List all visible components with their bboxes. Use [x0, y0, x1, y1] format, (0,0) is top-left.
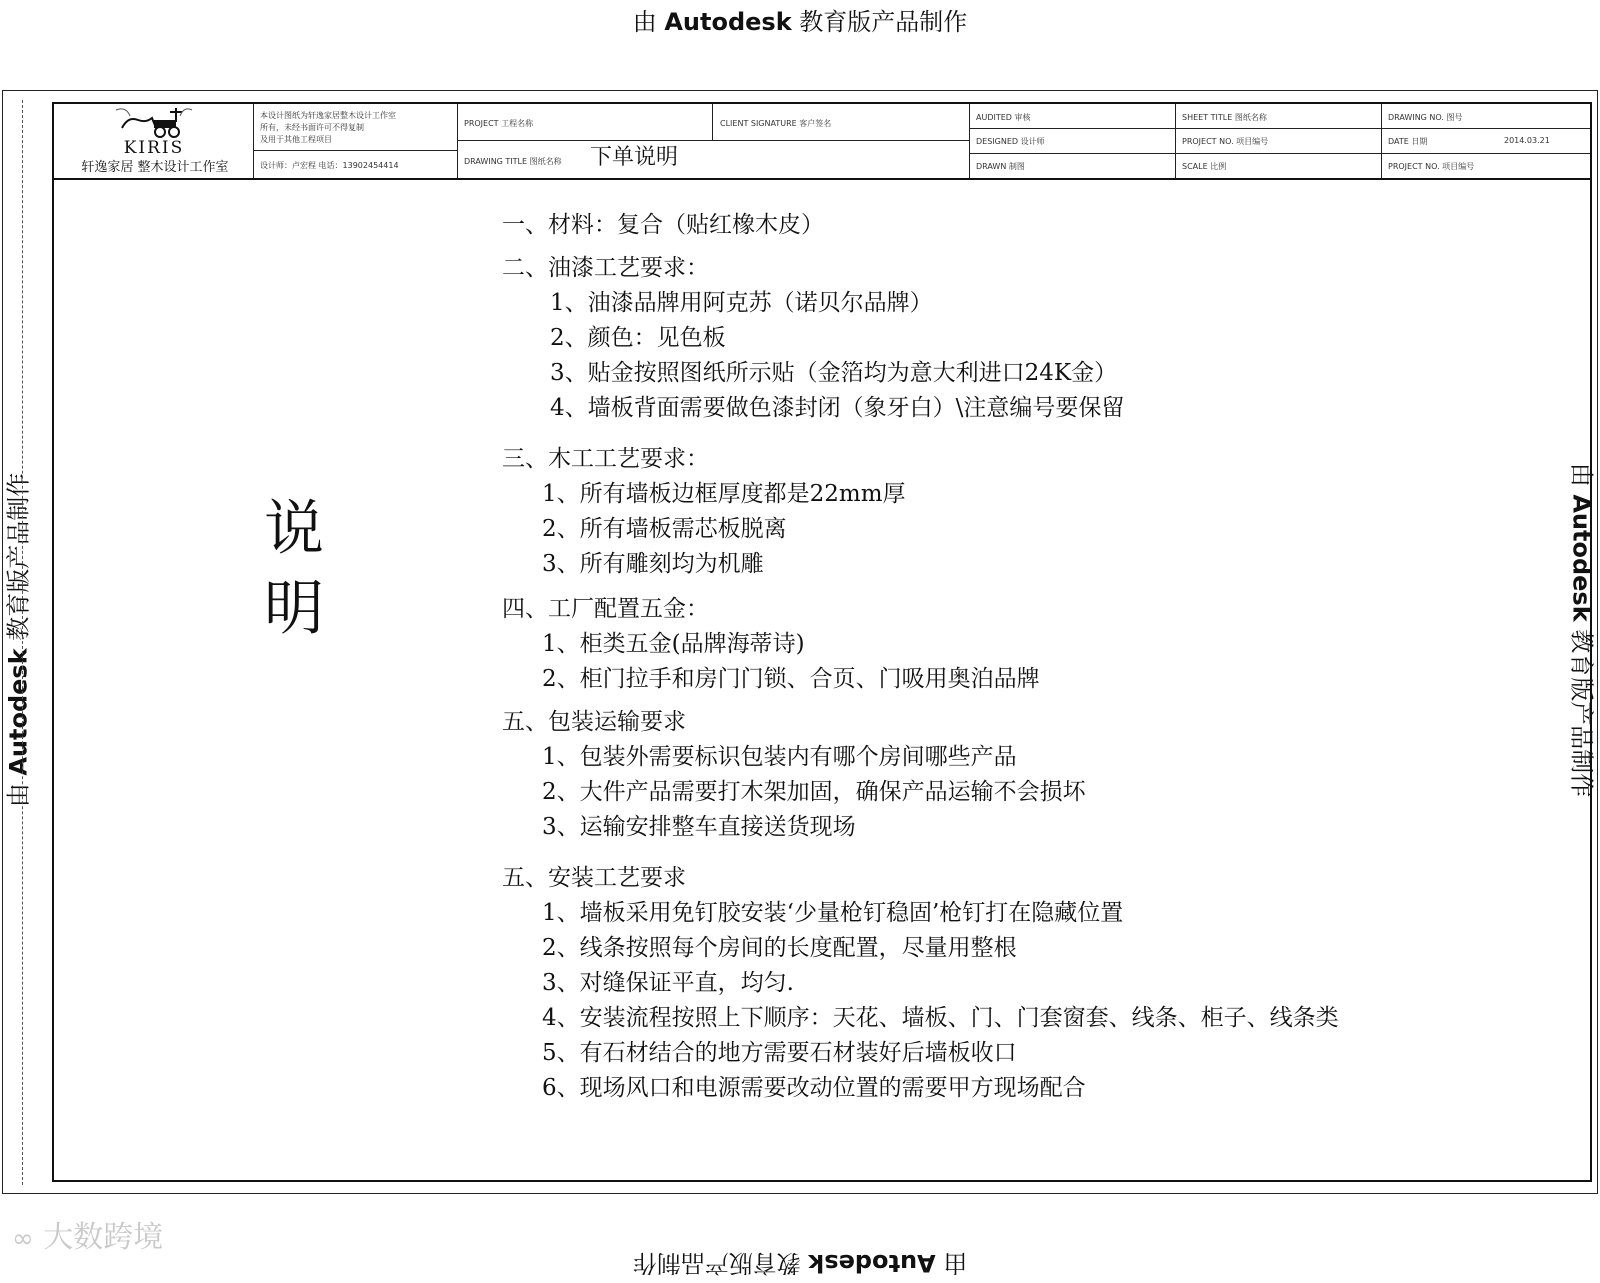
binding-margin-line	[22, 100, 23, 1185]
note-item: 2、颜色：见色板	[502, 321, 1339, 356]
studio-line: 及用于其他工程项目	[260, 134, 332, 145]
note-item: 2、所有墙板需芯板脱离	[502, 512, 1339, 547]
drawn-label: DRAWN 制图	[976, 161, 1025, 172]
watermark-bottom: 由 Autodesk 教育版产品制作	[0, 1248, 1600, 1283]
note-heading: 四、工厂配置五金：	[502, 592, 1339, 627]
site-watermark	[12, 1212, 163, 1256]
date-label: DATE 日期	[1388, 136, 1427, 147]
site-watermark-text: 大数跨境	[43, 1220, 163, 1255]
client-signature-label: CLIENT SIGNATURE 客户签名	[720, 118, 831, 129]
date-value: 2014.03.21	[1504, 136, 1550, 145]
date-cell	[1382, 104, 1590, 178]
logo-brand: KIRIS	[94, 138, 214, 158]
logo-tagline: 轩逸家居 整木设计工作室	[60, 156, 250, 175]
note-item: 4、墙板背面需要做色漆封闭（象牙白）\注意编号要保留	[502, 391, 1339, 426]
scale-label: SCALE 比例	[1182, 161, 1226, 172]
note-item: 2、柜门拉手和房门门锁、合页、门吸用奥泊品牌	[502, 662, 1339, 697]
sheet-title-label: SHEET TITLE 图纸名称	[1182, 112, 1267, 123]
note-item: 1、墙板采用免钉胶安装‘少量枪钉稳固’枪钉打在隐藏位置	[502, 896, 1339, 931]
note-item: 3、所有雕刻均为机雕	[502, 547, 1339, 582]
note-heading: 二、油漆工艺要求：	[502, 251, 1339, 286]
note-heading: 五、安装工艺要求	[502, 861, 1339, 896]
logo-cell	[54, 104, 254, 178]
title-block	[54, 104, 1590, 180]
note-item: 2、大件产品需要打木架加固，确保产品运输不会损坏	[502, 775, 1339, 810]
note-heading: 五、包装运输要求	[502, 705, 1339, 740]
notes-list	[502, 208, 1339, 1106]
signature-cell	[970, 104, 1176, 178]
audited-label: AUDITED 审核	[976, 112, 1031, 123]
note-item: 1、油漆品牌用阿克苏（诺贝尔品牌）	[502, 286, 1339, 321]
watermark-right: 由 Autodesk 教育版产品制作	[1567, 463, 1600, 798]
project-cell	[458, 104, 970, 178]
watermark-top: 由 Autodesk 教育版产品制作	[0, 2, 1600, 37]
project-no-label: PROJECT NO. 项目编号	[1182, 136, 1268, 147]
side-title	[254, 489, 334, 649]
drawing-no-label: DRAWING NO. 图号	[1388, 112, 1462, 123]
side-title-char: 明	[254, 569, 334, 649]
watermark-left: 由 Autodesk 教育版产品制作	[0, 473, 34, 808]
sheet-info-cell	[1176, 104, 1382, 178]
note-item: 3、对缝保证平直，均匀.	[502, 966, 1339, 1001]
studio-line: 所有，未经书面许可不得复制	[260, 122, 364, 133]
note-heading: 三、木工工艺要求：	[502, 442, 1339, 477]
note-item: 3、运输安排整车直接送货现场	[502, 810, 1339, 845]
note-item: 1、所有墙板边框厚度都是22mm厚	[502, 477, 1339, 512]
note-item: 6、现场风口和电源需要改动位置的需要甲方现场配合	[502, 1071, 1339, 1106]
note-heading: 一、材料：复合（贴红橡木皮）	[502, 208, 1339, 243]
document-title: 下单说明	[590, 140, 678, 171]
note-item: 5、有石材结合的地方需要石材装好后墙板收口	[502, 1036, 1339, 1071]
infinity-logo-icon: ∞	[12, 1224, 34, 1254]
drawing-frame	[52, 102, 1592, 1182]
carriage-logo-icon	[114, 106, 194, 138]
drawing-title-label: DRAWING TITLE 图纸名称	[464, 156, 562, 167]
note-item: 1、包装外需要标识包装内有哪个房间哪些产品	[502, 740, 1339, 775]
studio-info-cell	[254, 104, 458, 178]
designer-line: 设计师：卢宏程 电话：13902454414	[260, 160, 399, 171]
project-label: PROJECT 工程名称	[464, 118, 533, 129]
note-item: 3、贴金按照图纸所示贴（金箔均为意大利进口24K金）	[502, 356, 1339, 391]
project-no-label: PROJECT NO. 项目编号	[1388, 161, 1474, 172]
studio-line: 本设计图纸为轩逸家居整木设计工作室	[260, 110, 396, 121]
note-item: 4、安装流程按照上下顺序：天花、墙板、门、门套窗套、线条、柜子、线条类	[502, 1001, 1339, 1036]
side-title-char: 说	[254, 489, 334, 569]
designed-label: DESIGNED 设计师	[976, 136, 1045, 147]
note-item: 2、线条按照每个房间的长度配置，尽量用整根	[502, 931, 1339, 966]
note-item: 1、柜类五金(品牌海蒂诗)	[502, 627, 1339, 662]
